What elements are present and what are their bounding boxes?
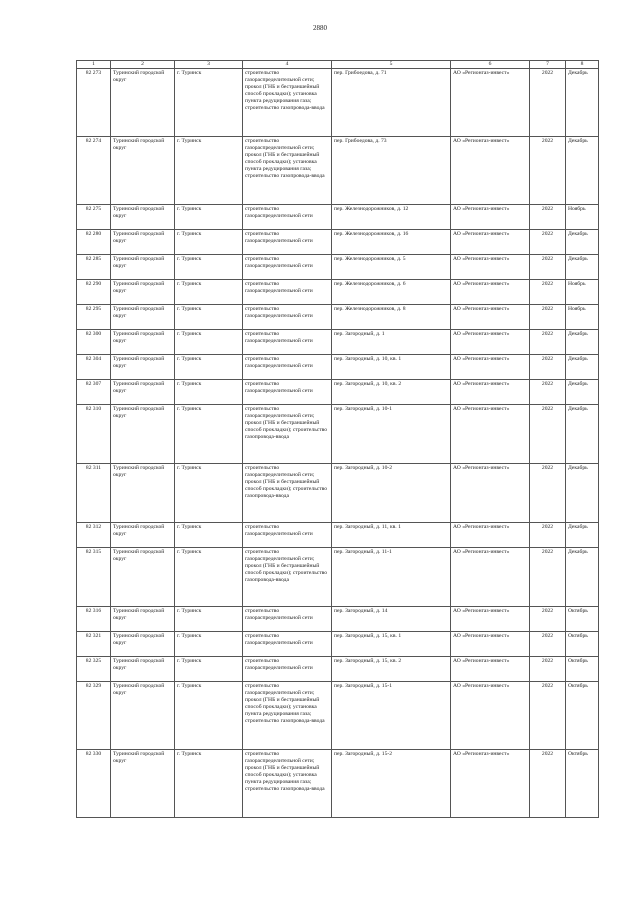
address-cell: пер. Железнодорожников, д. 8 [332,305,451,330]
locality-cell: г. Туринск [175,523,243,548]
organization-cell: АО «Регионгаз-инвест» [451,523,530,548]
locality-cell: г. Туринск [175,230,243,255]
table-row [77,750,599,818]
year-cell: 2022 [530,255,566,280]
work-type-cell: строительство газораспределительной сети; прокол (ГНБ и бестраншейный способ прокладки); строительство газопровода-ввода [243,405,332,464]
work-type-cell: строительство газораспределительной сети; прокол (ГНБ и бестраншейный способ прокладки); установка пункта редуцирования газа; строительство газопровода-ввода [243,69,332,137]
table-row [77,69,599,137]
row-number: 82 304 [77,355,111,380]
district-cell: Туринский городской округ [111,137,175,205]
work-type-cell: строительство газораспределительной сети; прокол (ГНБ и бестраншейный способ прокладки); установка пункта редуцирования газа; строительство газопровода-ввода [243,137,332,205]
table-row [77,305,599,330]
locality-cell: г. Туринск [175,137,243,205]
work-type-cell: строительство газораспределительной сети; прокол (ГНБ и бестраншейный способ прокладки); строительство газопровода-ввода [243,548,332,607]
month-cell: Декабрь [566,548,599,607]
work-type-cell: строительство газораспределительной сети [243,330,332,355]
district-cell: Туринский городской округ [111,255,175,280]
organization-cell: АО «Регионгаз-инвест» [451,380,530,405]
month-cell: Декабрь [566,464,599,523]
address-cell: пер. Загородный, д. 11, кв. 1 [332,523,451,548]
locality-cell: г. Туринск [175,682,243,750]
address-cell: пер. Загородный, д. 15-1 [332,682,451,750]
district-cell: Туринский городской округ [111,750,175,818]
district-cell: Туринский городской округ [111,632,175,657]
address-cell: пер. Загородный, д. 10, кв. 2 [332,380,451,405]
column-number: 7 [530,61,566,69]
table-row [77,330,599,355]
table-row [77,607,599,632]
month-cell: Декабрь [566,523,599,548]
work-type-cell: строительство газораспределительной сети [243,355,332,380]
organization-cell: АО «Регионгаз-инвест» [451,230,530,255]
organization-cell: АО «Регионгаз-инвест» [451,607,530,632]
locality-cell: г. Туринск [175,657,243,682]
organization-cell: АО «Регионгаз-инвест» [451,682,530,750]
address-cell: пер. Загородный, д. 10-2 [332,464,451,523]
organization-cell: АО «Регионгаз-инвест» [451,464,530,523]
district-cell: Туринский городской округ [111,280,175,305]
row-number: 82 312 [77,523,111,548]
organization-cell: АО «Регионгаз-инвест» [451,548,530,607]
column-number: 3 [175,61,243,69]
district-cell: Туринский городской округ [111,230,175,255]
locality-cell: г. Туринск [175,305,243,330]
district-cell: Туринский городской округ [111,305,175,330]
organization-cell: АО «Регионгаз-инвест» [451,632,530,657]
column-number: 5 [332,61,451,69]
row-number: 82 321 [77,632,111,657]
year-cell: 2022 [530,632,566,657]
district-cell: Туринский городской округ [111,405,175,464]
district-cell: Туринский городской округ [111,523,175,548]
table-row [77,657,599,682]
work-type-cell: строительство газораспределительной сети [243,523,332,548]
month-cell: Декабрь [566,380,599,405]
row-number: 82 316 [77,607,111,632]
page-number: 2880 [313,24,327,32]
year-cell: 2022 [530,405,566,464]
row-number: 82 275 [77,205,111,230]
year-cell: 2022 [530,137,566,205]
table-row [77,405,599,464]
row-number: 82 325 [77,657,111,682]
month-cell: Декабрь [566,69,599,137]
district-cell: Туринский городской округ [111,464,175,523]
locality-cell: г. Туринск [175,280,243,305]
year-cell: 2022 [530,205,566,230]
table-row [77,355,599,380]
month-cell: Октябрь [566,750,599,818]
locality-cell: г. Туринск [175,464,243,523]
month-cell: Декабрь [566,230,599,255]
year-cell: 2022 [530,330,566,355]
district-cell: Туринский городской округ [111,682,175,750]
year-cell: 2022 [530,607,566,632]
year-cell: 2022 [530,657,566,682]
locality-cell: г. Туринск [175,750,243,818]
organization-cell: АО «Регионгаз-инвест» [451,205,530,230]
work-type-cell: строительство газораспределительной сети [243,230,332,255]
row-number: 82 300 [77,330,111,355]
column-number-row [77,61,599,69]
row-number: 82 274 [77,137,111,205]
work-type-cell: строительство газораспределительной сети [243,280,332,305]
row-number: 82 290 [77,280,111,305]
locality-cell: г. Туринск [175,205,243,230]
work-type-cell: строительство газораспределительной сети; прокол (ГНБ и бестраншейный способ прокладки); установка пункта редуцирования газа; строительство газопровода-ввода [243,682,332,750]
month-cell: Декабрь [566,137,599,205]
organization-cell: АО «Регионгаз-инвест» [451,405,530,464]
table-row [77,380,599,405]
year-cell: 2022 [530,355,566,380]
address-cell: пер. Загородный, д. 14 [332,607,451,632]
address-cell: пер. Загородный, д. 10-1 [332,405,451,464]
column-number: 1 [77,61,111,69]
year-cell: 2022 [530,305,566,330]
table-row [77,205,599,230]
table-row [77,464,599,523]
table-row [77,632,599,657]
address-cell: пер. Загородный, д. 15, кв. 2 [332,657,451,682]
address-cell: пер. Железнодорожников, д. 16 [332,230,451,255]
column-number: 2 [111,61,175,69]
locality-cell: г. Туринск [175,632,243,657]
address-cell: пер. Железнодорожников, д. 12 [332,205,451,230]
address-cell: пер. Загородный, д. 11-1 [332,548,451,607]
organization-cell: АО «Регионгаз-инвест» [451,255,530,280]
year-cell: 2022 [530,69,566,137]
organization-cell: АО «Регионгаз-инвест» [451,280,530,305]
column-number: 8 [566,61,599,69]
row-number: 82 307 [77,380,111,405]
row-number: 82 315 [77,548,111,607]
locality-cell: г. Туринск [175,405,243,464]
table-row [77,280,599,305]
organization-cell: АО «Регионгаз-инвест» [451,750,530,818]
work-type-cell: строительство газораспределительной сети [243,657,332,682]
address-cell: пер. Грибоедова, д. 73 [332,137,451,205]
month-cell: Октябрь [566,607,599,632]
month-cell: Ноябрь [566,280,599,305]
year-cell: 2022 [530,750,566,818]
address-cell: пер. Загородный, д. 15-2 [332,750,451,818]
district-cell: Туринский городской округ [111,69,175,137]
work-type-cell: строительство газораспределительной сети [243,607,332,632]
row-number: 82 280 [77,230,111,255]
year-cell: 2022 [530,548,566,607]
year-cell: 2022 [530,464,566,523]
work-type-cell: строительство газораспределительной сети [243,305,332,330]
month-cell: Ноябрь [566,205,599,230]
address-cell: пер. Загородный, д. 15, кв. 1 [332,632,451,657]
address-cell: пер. Загородный, д. 1 [332,330,451,355]
gasification-schedule-table [76,60,599,818]
organization-cell: АО «Регионгаз-инвест» [451,657,530,682]
district-cell: Туринский городской округ [111,355,175,380]
organization-cell: АО «Регионгаз-инвест» [451,305,530,330]
address-cell: пер. Железнодорожников, д. 5 [332,255,451,280]
row-number: 82 310 [77,405,111,464]
month-cell: Октябрь [566,632,599,657]
locality-cell: г. Туринск [175,355,243,380]
row-number: 82 329 [77,682,111,750]
row-number: 82 295 [77,305,111,330]
district-cell: Туринский городской округ [111,330,175,355]
table-row [77,682,599,750]
table-body [77,61,599,818]
organization-cell: АО «Регионгаз-инвест» [451,330,530,355]
locality-cell: г. Туринск [175,69,243,137]
table-row [77,548,599,607]
organization-cell: АО «Регионгаз-инвест» [451,137,530,205]
year-cell: 2022 [530,380,566,405]
locality-cell: г. Туринск [175,380,243,405]
district-cell: Туринский городской округ [111,607,175,632]
year-cell: 2022 [530,230,566,255]
locality-cell: г. Туринск [175,607,243,632]
year-cell: 2022 [530,280,566,305]
year-cell: 2022 [530,523,566,548]
organization-cell: АО «Регионгаз-инвест» [451,69,530,137]
district-cell: Туринский городской округ [111,548,175,607]
locality-cell: г. Туринск [175,255,243,280]
locality-cell: г. Туринск [175,330,243,355]
row-number: 82 311 [77,464,111,523]
address-cell: пер. Загородный, д. 10, кв. 1 [332,355,451,380]
column-number: 4 [243,61,332,69]
table-row [77,230,599,255]
work-type-cell: строительство газораспределительной сети [243,255,332,280]
district-cell: Туринский городской округ [111,657,175,682]
organization-cell: АО «Регионгаз-инвест» [451,355,530,380]
table-row [77,523,599,548]
work-type-cell: строительство газораспределительной сети; прокол (ГНБ и бестраншейный способ прокладки); строительство газопровода-ввода [243,464,332,523]
work-type-cell: строительство газораспределительной сети [243,632,332,657]
work-type-cell: строительство газораспределительной сети [243,380,332,405]
month-cell: Декабрь [566,355,599,380]
table-row [77,137,599,205]
year-cell: 2022 [530,682,566,750]
column-number: 6 [451,61,530,69]
row-number: 82 273 [77,69,111,137]
work-type-cell: строительство газораспределительной сети; прокол (ГНБ и бестраншейный способ прокладки); установка пункта редуцирования газа; строительство газопровода-ввода [243,750,332,818]
month-cell: Декабрь [566,330,599,355]
row-number: 82 285 [77,255,111,280]
address-cell: пер. Грибоедова, д. 71 [332,69,451,137]
month-cell: Ноябрь [566,305,599,330]
district-cell: Туринский городской округ [111,380,175,405]
month-cell: Декабрь [566,405,599,464]
locality-cell: г. Туринск [175,548,243,607]
month-cell: Октябрь [566,682,599,750]
address-cell: пер. Железнодорожников, д. 6 [332,280,451,305]
work-type-cell: строительство газораспределительной сети [243,205,332,230]
month-cell: Декабрь [566,255,599,280]
row-number: 82 330 [77,750,111,818]
table-row [77,255,599,280]
month-cell: Октябрь [566,657,599,682]
district-cell: Туринский городской округ [111,205,175,230]
